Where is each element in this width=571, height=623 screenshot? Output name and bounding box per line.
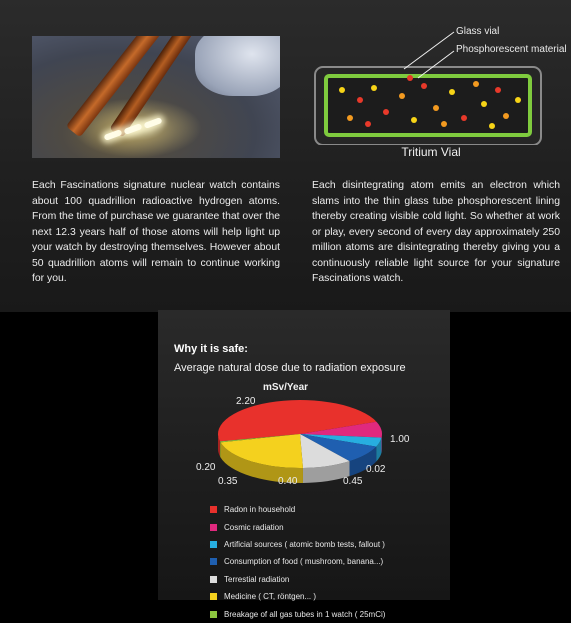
pie-value-label: 0.45 xyxy=(343,476,362,487)
legend-swatch xyxy=(210,593,217,600)
pie-value-label: 0.02 xyxy=(366,464,385,475)
phosphorescent-lining xyxy=(326,76,530,135)
atom-dot xyxy=(339,87,345,93)
atom-dot xyxy=(365,121,371,127)
atom-dot xyxy=(411,117,417,123)
legend-swatch xyxy=(210,541,217,548)
legend-label: Radon in household xyxy=(224,505,295,514)
legend-swatch xyxy=(210,524,217,531)
paragraph-right: Each disintegrating atom emits an electron which slams into the thin glass tube phosphorescent lining thereby creating visible cold light. So whether at work or play, every second of every day approximately 250 million atoms are disintegrating thereby giving you a continuously reliable light source for your signature Fascinations watch. xyxy=(312,178,560,287)
legend-label: Breakage of all gas tubes in 1 watch ( 25mCi) xyxy=(224,610,385,619)
chart-unit: mSv/Year xyxy=(263,382,308,393)
atom-dot xyxy=(515,97,521,103)
pie-value-label: 0.40 xyxy=(278,476,297,487)
atom-dot xyxy=(433,105,439,111)
legend-swatch xyxy=(210,576,217,583)
glass-vial-label: Glass vial xyxy=(456,26,499,37)
atom-dot xyxy=(441,121,447,127)
pie-value-label: 0.35 xyxy=(218,476,237,487)
phosphorescent-material-label: Phosphorescent material xyxy=(456,44,567,55)
atom-dot xyxy=(347,115,353,121)
atom-dot xyxy=(489,123,495,129)
legend-label: Medicine ( CT, röntgen... ) xyxy=(224,592,316,601)
atom-dot xyxy=(421,83,427,89)
atom-dot xyxy=(407,75,413,81)
pie-value-label: 1.00 xyxy=(390,434,409,445)
pie-legend xyxy=(210,501,385,623)
paragraph-left: Each Fascinations signature nuclear watch contains about 100 quadrillion radioactive hydrogen atoms. From the time of purchase we guarantee that over the next 12.3 years half of those atoms will help light up your watch by destroying themselves. However about 50 quadrillion atoms will remain to continue working for you. xyxy=(32,178,280,287)
legend-label: Consumption of food ( mushroom, banana...) xyxy=(224,557,383,566)
atom-dot xyxy=(495,87,501,93)
legend-item xyxy=(210,518,385,535)
atom-dot xyxy=(481,101,487,107)
safety-title: Why it is safe: xyxy=(174,343,248,355)
pie-value-label: 0.20 xyxy=(196,462,215,473)
legend-swatch xyxy=(210,506,217,513)
atom-dot xyxy=(461,115,467,121)
atom-dot xyxy=(357,97,363,103)
glove-shape xyxy=(195,36,280,96)
legend-label: Artificial sources ( atomic bomb tests, fallout ) xyxy=(224,540,385,549)
legend-item xyxy=(210,553,385,570)
atom-dot xyxy=(383,109,389,115)
legend-label: Terrestial radiation xyxy=(224,575,289,584)
legend-item xyxy=(210,536,385,553)
legend-swatch xyxy=(210,611,217,618)
legend-swatch xyxy=(210,558,217,565)
legend-item xyxy=(210,588,385,605)
legend-item xyxy=(210,501,385,518)
tritium-vial-diagram xyxy=(306,20,556,170)
atom-dot xyxy=(503,113,509,119)
safety-panel xyxy=(158,310,450,600)
glass-vial-pointer xyxy=(404,32,454,69)
pie-value-label: 2.20 xyxy=(236,396,255,407)
legend-label: Cosmic radiation xyxy=(224,523,284,532)
atom-dot xyxy=(371,85,377,91)
legend-item xyxy=(210,605,385,622)
pie-side-wall xyxy=(220,441,221,457)
tritium-vials-photo xyxy=(32,36,280,158)
vial-drawing xyxy=(306,20,556,145)
atom-dot xyxy=(473,81,479,87)
atom-dot xyxy=(399,93,405,99)
atom-dot xyxy=(449,89,455,95)
safety-subtitle: Average natural dose due to radiation exposure xyxy=(174,362,406,374)
legend-item xyxy=(210,571,385,588)
diagram-caption: Tritium Vial xyxy=(306,145,556,159)
